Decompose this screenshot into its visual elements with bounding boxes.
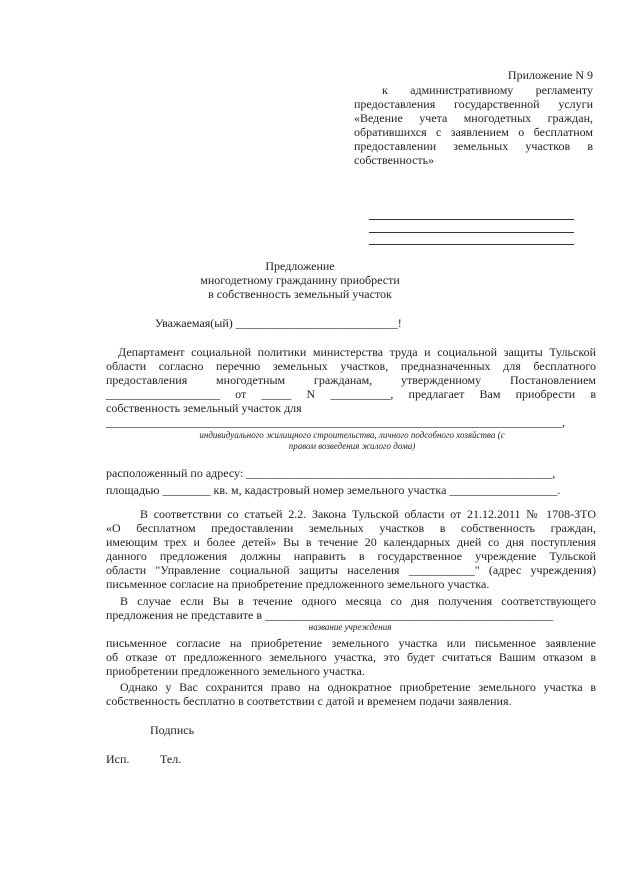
salutation xyxy=(155,316,455,330)
appendix-title: Приложение N 9 xyxy=(507,68,593,82)
appendix-line: к административному регламенту xyxy=(382,83,593,97)
text-line: Департамент социальной политики министерства труда и социальной защиты Тульской xyxy=(118,345,596,359)
paragraph-refusal-cont xyxy=(106,636,596,678)
recipient-line xyxy=(369,232,574,233)
heading-line: многодетному гражданину приобрести xyxy=(200,273,400,287)
appendix-block xyxy=(354,83,593,167)
appendix-line: предоставления государственной услуги xyxy=(354,97,593,111)
appendix-line: собственность» xyxy=(354,153,435,167)
text-line: области согласно перечню земельных участков, предназначенных для бесплатного xyxy=(106,359,596,373)
salutation-blank: ___________________________ xyxy=(235,316,398,330)
address-line: расположенный по адресу: ___________________________________________________, xyxy=(106,466,556,480)
text-line: В соответствии со статьей 2.2. Закона Тульской области от 21.12.2011 № 1708-ЗТО xyxy=(140,507,596,521)
text-line: данного предложения должны направить в государственное учреждение Тульской xyxy=(106,549,596,563)
recipient-line xyxy=(369,244,574,245)
appendix-line: обратившихся с заявлением о бесплатном xyxy=(354,125,593,139)
text-line: об отказе от предложенного земельного участка, это будет считаться Вашим отказом в xyxy=(106,650,596,664)
executor-label: Исп. xyxy=(106,752,130,766)
text-line: собственность бесплатно в соответствии с датой и временем подачи заявления. xyxy=(106,694,512,708)
appendix-line: предоставлении земельных участков в xyxy=(354,139,593,153)
text-line: В случае если Вы в течение одного месяца со дня получения соответствующего xyxy=(120,594,596,608)
purpose-note xyxy=(150,430,554,452)
document-heading xyxy=(150,259,450,301)
institution-note: название учреждения xyxy=(308,622,392,632)
signature-label: Подпись xyxy=(150,723,195,737)
text-line: ____________________________________________________________________________, xyxy=(106,415,565,429)
text-line: собственность земельный участок для xyxy=(106,401,302,415)
heading-line: в собственность земельный участок xyxy=(208,287,392,301)
text-line: приобретении предложенного земельного участка. xyxy=(106,664,365,678)
text-line: письменное согласие на приобретение предложенного земельного участка. xyxy=(106,577,490,591)
paragraph-refusal xyxy=(106,594,596,622)
text-line: ___________________ от _____ N __________, предлагает Вам приобрести в xyxy=(106,387,596,401)
text-line: Однако у Вас сохранится право на однократное приобретение земельного участка в xyxy=(120,680,596,694)
text-line: предложения не представите в ________________________________________________ xyxy=(106,608,554,622)
text-line: письменное согласие на приобретение земельного участка или письменное заявление xyxy=(106,636,596,650)
paragraph-right xyxy=(106,680,596,708)
paragraph-law xyxy=(106,507,596,591)
text-line: предоставления многодетным гражданам, утвержденному Постановлением xyxy=(106,373,596,387)
salutation-prefix: Уважаемая(ый) xyxy=(155,316,233,330)
note-line: индивидуального жилищного строительства, личного подсобного хозяйства (с xyxy=(199,430,505,440)
heading-line: Предложение xyxy=(265,259,335,273)
note-line: правом возведения жилого дома) xyxy=(288,441,416,451)
salutation-suffix: ! xyxy=(397,316,402,330)
appendix-line: «Ведение учета многодетных граждан, xyxy=(354,111,593,125)
paragraph-offer xyxy=(106,345,596,429)
text-line: «О бесплатном предоставлении земельных участков в собственность граждан, xyxy=(106,521,596,535)
recipient-line xyxy=(369,219,574,220)
phone-label: Тел. xyxy=(160,752,182,766)
text-line: имеющим трех и более детей» Вы в течение 20 календарных дней со дня поступления xyxy=(106,535,596,549)
area-line: площадью ________ кв. м, кадастровый номер земельного участка __________________. xyxy=(106,483,561,497)
text-line: области "Управление социальной защиты населения ___________" (адрес учреждения) xyxy=(106,563,596,577)
